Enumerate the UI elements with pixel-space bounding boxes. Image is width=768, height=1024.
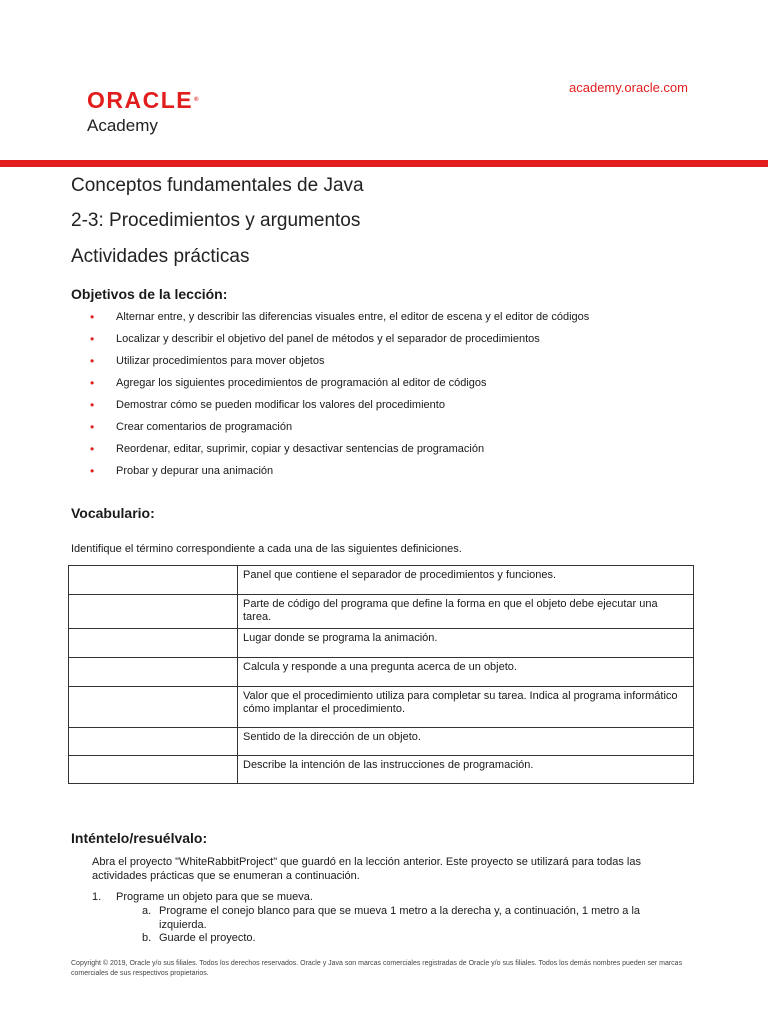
try-it-intro: Abra el proyecto "WhiteRabbitProject" que guardó en la lección anterior. Este proyecto se utilizará para todas las actividades prácticas que se enumeran a continuación.: [92, 856, 641, 882]
substep-text: Guarde el proyecto.: [159, 932, 256, 944]
section-title: Actividades prácticas: [71, 246, 250, 267]
list-item: • Probar y depurar una animación: [90, 464, 274, 478]
table-row: [69, 595, 694, 629]
bullet-icon: •: [90, 354, 95, 368]
definition-cell: Parte de código del programa que define la forma en que el objeto debe ejecutar una tarea.: [238, 595, 694, 629]
term-cell[interactable]: [69, 629, 238, 658]
list-item: • Alternar entre, y describir las diferencias visuales entre, el editor de escena y el editor de códigos: [90, 310, 590, 324]
list-item: • Demostrar cómo se pueden modificar los valores del procedimiento: [90, 398, 445, 412]
list-item: • Agregar los siguientes procedimientos de programación al editor de códigos: [90, 376, 487, 390]
step-number: 1.: [92, 891, 102, 903]
bullet-icon: •: [90, 310, 95, 324]
logo-brand: ORACLE®: [87, 87, 199, 113]
definition-cell: Describe la intención de las instrucciones de programación.: [238, 756, 694, 784]
table-row: [69, 728, 694, 756]
term-cell[interactable]: [69, 595, 238, 629]
bullet-icon: •: [90, 376, 95, 390]
term-cell[interactable]: [69, 687, 238, 728]
term-cell[interactable]: [69, 566, 238, 595]
table-row: [69, 629, 694, 658]
term-cell[interactable]: [69, 658, 238, 687]
list-item: • Localizar y describir el objetivo del panel de métodos y el separador de procedimientos: [90, 332, 540, 346]
definition-cell: Lugar donde se programa la animación.: [238, 629, 694, 658]
bullet-icon: •: [90, 420, 95, 434]
table-row: [69, 756, 694, 784]
definition-cell: Sentido de la dirección de un objeto.: [238, 728, 694, 756]
bullet-icon: •: [90, 442, 95, 456]
term-cell[interactable]: [69, 756, 238, 784]
vocabulary-table: [68, 565, 694, 784]
site-link[interactable]: academy.oracle.com: [569, 80, 688, 95]
substep-letter: b.: [142, 932, 152, 944]
course-title: Conceptos fundamentales de Java: [71, 175, 364, 196]
list-item: • Crear comentarios de programación: [90, 420, 293, 434]
definition-cell: Panel que contiene el separador de procedimientos y funciones.: [238, 566, 694, 595]
header-divider: [0, 160, 768, 167]
vocabulary-heading: Vocabulario:: [71, 505, 155, 521]
logo-sub: Academy: [87, 116, 158, 135]
step-text: Programe un objeto para que se mueva.: [116, 891, 313, 903]
term-cell[interactable]: [69, 728, 238, 756]
objectives-list: [90, 309, 730, 485]
bullet-icon: •: [90, 464, 95, 478]
definition-cell: Valor que el procedimiento utiliza para completar su tarea. Indica al programa informático cómo implantar el procedimiento.: [238, 687, 694, 728]
table-row: [69, 566, 694, 595]
objectives-heading: Objetivos de la lección:: [71, 286, 228, 302]
footer-copyright: Copyright © 2019, Oracle y/o sus filiales. Todos los derechos reservados. Oracle y Java son marcas comerciales registradas de Oracle y/o sus filiales. Todos los demás nombres pueden ser marcas comerciales de sus respectivos propietarios.: [71, 960, 683, 977]
definition-cell: Calcula y responde a una pregunta acerca de un objeto.: [238, 658, 694, 687]
table-row: [69, 687, 694, 728]
lesson-title: 2-3: Procedimientos y argumentos: [71, 210, 361, 231]
list-item: • Reordenar, editar, suprimir, copiar y desactivar sentencias de programación: [90, 442, 485, 456]
bullet-icon: •: [90, 332, 95, 346]
list-item: • Utilizar procedimientos para mover objetos: [90, 354, 325, 368]
substep-letter: a.: [142, 905, 152, 917]
substep-text: Programe el conejo blanco para que se mueva 1 metro a la derecha y, a continuación, 1 metro a la izquierda.: [159, 905, 641, 931]
logo-trademark: ®: [194, 97, 199, 103]
vocabulary-intro: Identifique el término correspondiente a cada una de las siguientes definiciones.: [71, 543, 462, 555]
bullet-icon: •: [90, 398, 95, 412]
table-row: [69, 658, 694, 687]
try-it-heading: Inténtelo/resuélvalo:: [71, 830, 208, 846]
oracle-academy-logo: [87, 88, 199, 136]
